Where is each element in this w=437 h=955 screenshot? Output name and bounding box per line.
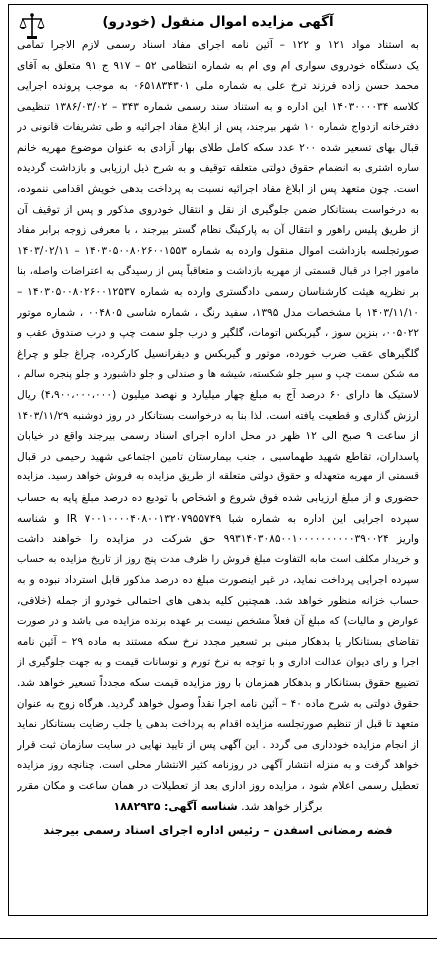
notice-line: از طریق پلیس راهور و انتقال آن به پارکینگ نظام گستر بیرجند ، با معرفی زوجه برابر مفاد — [17, 224, 419, 237]
notice-line: محمد حسن زاده فرزند ترخ علی به شماره ملی ۰۶۵۱۸۳۴۳۰۱ به موجب پرونده اجرایی — [17, 80, 419, 93]
notice-line: ۱۴۰۳/۱۱/۱۰ با مشخصات مدل ۱۳۹۵، سفید رنگ ، شماره شاسی ۰۰۴۸۰۵ ، شماره موتور — [17, 306, 419, 319]
notice-line: بر نظریه هیئت کارشناسان رسمی دادگستری وارده به شماره ۱۴۰۳۰۵۰۰۸۰۲۶۰۰۱۲۵۳۷ – — [17, 286, 419, 299]
closing-text: برگزار خواهد شد. — [241, 799, 323, 813]
notice-line: حضوری و از مبلغ ارزیابی شده فوق شروع و اشخاص با تودیع ده درصد مبلغ پایه به حساب — [17, 492, 419, 505]
notice-line: سپرده اجرایی این اداره به شماره شبا IR ۷۰۰۱۰۰۰۰۴۰۸۰۰۱۳۲۰۷۹۵۵۷۴۹ و شناسه — [17, 512, 419, 525]
notice-line: ۰۰۵۰۲۲، بنزین سوز ، گیربکس اتومات، گلگیر و درب جلو سمت چپ و درب صندوق عقب و — [17, 327, 419, 340]
notice-line: قسمتی از مهریه متعهدله و حقوق دولتی متعلقه از طریق مزایده به فروش خواهد رسید. مزایده — [17, 471, 419, 483]
notice-line: حساب خزانه منظور خواهد شد. همچنین کلیه بدهی های احتمالی خودرو از جمله (خلافی، — [17, 595, 419, 608]
signature: فضه رمضانی اسفدن – رئیس اداره اجرای اسناد رسمی بیرجند — [43, 822, 393, 837]
notice-line: حقوق دولتی به شرح ماده ۴۰ – آئین نامه اجرا نقداً وصول خواهد گردید. هرگاه زوج به عنوان — [17, 698, 419, 710]
notice-line: از انجام مزایده خودداری می گردد . این آگهی پس از تایید نهایی در سایت سازمان ثبت قرار — [17, 739, 419, 752]
notice-line: از ساعت ۹ صبح الی ۱۲ ظهر در محل اداره اجرای اسناد رسمی بیرجند واقع در خیابان — [17, 430, 419, 443]
judiciary-scales-emblem-icon — [19, 11, 45, 41]
notice-line: تقاضای بستانکار یا بدهکار مبنی بر تسعیر مجدد نرخ سکه مستند به ماده ۲۹ – آئین نامه — [17, 636, 419, 649]
notice-line: تعطیل رسمی اعلام شود ، مزایده روز اداری بعد از تعطیلات در همان ساعت و مکان مقرر — [17, 780, 419, 793]
auction-notice — [8, 4, 428, 916]
notice-line: متعهد تا قبل از تنظیم صورتجلسه مزایده اقدام به پرداخت بدهی یا جلب رضایت بستانکار نماید — [17, 718, 419, 730]
notice-body — [17, 35, 419, 797]
notice-line: مامور اجرا در قبال قسمتی از مهریه بازداشت و متعاقباً پس از رسیدگی به اعتراضات واصله، بنا — [17, 265, 419, 277]
notice-line: و خریدار مکلف است مابه التفاوت مبلغ فروش را ظرف مدت پنج روز از تاریخ مزایده به حساب — [17, 553, 419, 565]
notice-line: ارزش گذاری و قطعیت یافته است. لذا بنا به درخواست بستانکار در روز دوشنبه ۱۴۰۳/۱۱/۲۹ — [17, 409, 419, 422]
notice-line: گلگیرهای عقب ضرب خورده، موتور و گیربکس و دیفرانسیل کارکرده، چراغ جلو و چراغ — [17, 347, 419, 360]
notice-title: آگهی مزایده اموال منقول (خودرو) — [102, 14, 334, 30]
notice-line: به درخواست بستانکار ضمن جلوگیری از نقل و انتقال خودروی مذکور و پس از توقیف آن — [17, 203, 419, 216]
notice-line: واریز ۹۹۳۱۴۰۳۰۸۵۰۰۱۰۰۰۰۰۰۰۰۰۰۳۹۰۰۲۴ حق شرکت در مزایده را خواهند داشت — [17, 533, 419, 546]
notice-line: خواهد گرفت و به منزله انتشار آگهی در روزنامه کثیر الانتشار محلی است. چنانچه روز مزایده — [17, 759, 419, 771]
notice-line: به استناد مواد ۱۲۱ و ۱۲۲ – آئین نامه اجرای مفاد اسناد رسمی لازم الاجرا تمامی — [17, 39, 419, 51]
notice-line: عوارض و مالیات) که مبلغ آن فعلاً مشخص نیست بر عهده برنده مزایده می باشد و در صورت — [17, 615, 419, 627]
notice-line: اجرا و رای دیوان عدالت اداری و با توجه به نرخ تورم و نوسانات قیمت و به جهت جلوگیری از — [17, 656, 419, 668]
notice-line: کلاسه ۱۴۰۳۰۰۰۰۳۴ این اداره و به استناد سند رسمی شماره ۳۴۳ – ۱۳۸۶/۰۳/۰۲ تنظیمی — [17, 100, 419, 113]
notice-id-value: ۱۸۸۲۹۳۵ — [113, 799, 161, 813]
notice-line: قبال بهای تسعیر شده ۲۰۰ عدد سکه کامل طلای بهار آزادی به عنوان موضوع مهریه خانم — [17, 141, 419, 154]
notice-line: سپرده اجرایی پرداخت نماید، در غیر اینصورت مبلغ ده درصد مذکور قابل استرداد نبوده و به — [17, 574, 419, 587]
notice-line: مه شکن سمت چپ و سپر جلو شکسته، شیشه ها و صندلی و جلو داشبورد و جلو پنجره سالم ، — [17, 368, 419, 380]
notice-id-label: شناسه آگهی: — [163, 799, 238, 813]
notice-line: دفترخانه ازدواج شماره ۱۰ شهر بیرجند، پس از ابلاغ مفاد اجرائیه و طی تشریفات قانونی در — [17, 121, 419, 134]
notice-line: ساره اشتری به انضمام حقوق دولتی متعلقه توقیف و به شرح ذیل ارزیابی و بازداشت گردیده — [17, 162, 419, 174]
notice-line: پاسداران، تقاطع شهید طهماسبی ، جنب بیمارستان تامین اجتماعی شهید رحیمی در قبال — [17, 450, 419, 463]
notice-line: لاستیک ها دارای ۶۰ درصد آج به مبلغ چهار میلیارد و نهصد میلیون (۴،۹۰۰،۰۰۰،۰۰۰) ریال — [17, 389, 419, 402]
notice-line: صورتجلسه بازداشت اموال منقول وارده به شماره ۱۴۰۳۰۵۰۰۸۰۲۶۰۰۱۵۵۳ – ۱۴۰۳/۰۲/۱۱ — [17, 244, 419, 257]
notice-line: تضییع حقوق بستانکار و بدهکار همزمان با روز مزایده قیمت سکه مجدداً تسعیر خواهد شد. — [17, 677, 419, 690]
notice-line: است. چون متعهد پس از ابلاغ مفاد اجرائیه نسبت به پرداخت بدهی خویش اقدامی ننموده، — [17, 183, 419, 196]
notice-line: یک دستگاه خودروی سواری ام وی ام به شماره انتظامی ۵۲ – ۹۱۷ ج ۹۱ متعلق به آقای — [17, 59, 419, 72]
notice-id-line — [17, 797, 419, 817]
page-divider — [0, 938, 437, 939]
